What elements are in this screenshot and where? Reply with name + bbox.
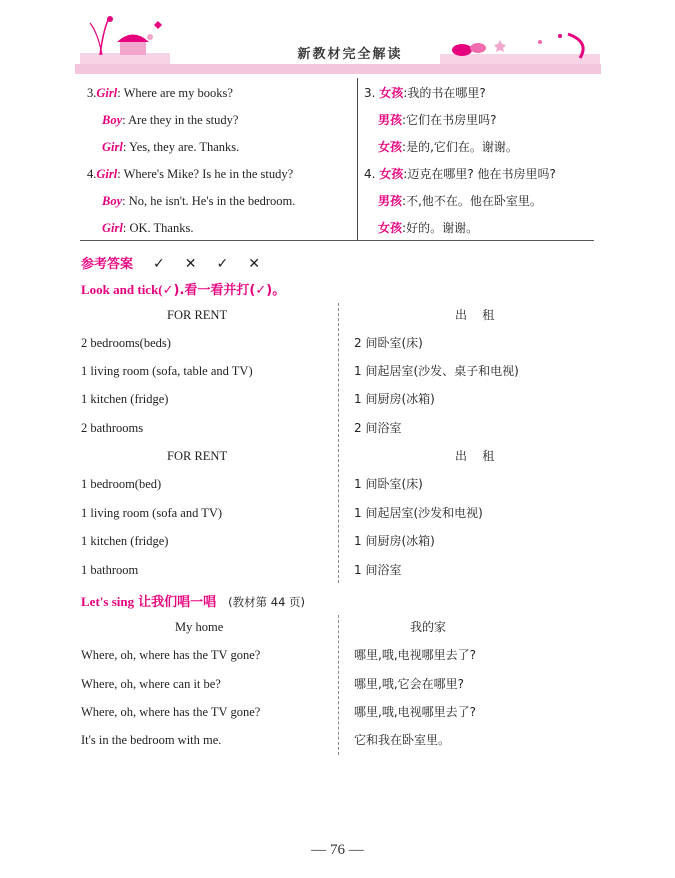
song-row-cn: 哪里,哦,电视哪里去了? — [354, 648, 476, 662]
house-tree-decoration-icon — [80, 15, 170, 67]
rent-row-cn: 1 间卧室(床) — [354, 477, 423, 491]
rent-title-cn: 出 租 — [455, 308, 495, 322]
rent-row-cn: 1 间起居室(沙发和电视) — [354, 506, 483, 520]
dialogue-line: 女孩:是的,它们在。谢谢。 — [378, 140, 518, 154]
rent-row-en: 1 bedroom(bed) — [81, 477, 162, 491]
header-band — [75, 64, 601, 74]
song-divider — [338, 615, 339, 755]
answer-mark: ✓ — [216, 256, 229, 272]
answer-mark: ✕ — [248, 256, 260, 272]
rent-row-cn: 1 间浴室 — [354, 563, 402, 577]
rent-title-en: FOR RENT — [167, 449, 228, 463]
dialogue-line: Boy: Are they in the study? — [102, 113, 239, 127]
song-title-en: My home — [175, 620, 224, 634]
flower-decoration-icon — [440, 28, 600, 68]
dialogue-line: 男孩:它们在书房里吗? — [378, 113, 497, 127]
song-title-cn: 我的家 — [410, 620, 447, 634]
look-tick-title: Look and tick(✓).看一看并打(✓)。 — [81, 282, 286, 298]
dialogue-cn — [364, 86, 556, 248]
rent-row-en: 1 living room (sofa and TV) — [81, 506, 223, 520]
dialogue-line: 女孩:好的。谢谢。 — [378, 221, 479, 235]
rent-row-cn: 2 间浴室 — [354, 421, 402, 435]
dialogue-line: Girl: Yes, they are. Thanks. — [102, 140, 240, 154]
song-row-cn: 它和我在卧室里。 — [354, 733, 451, 747]
rent-divider — [338, 303, 339, 583]
rent-row-cn: 1 间厨房(冰箱) — [354, 534, 435, 548]
answer-row — [81, 253, 260, 273]
song-row-en: Where, oh, where has the TV gone? — [81, 705, 261, 719]
dialogue-line: Girl: OK. Thanks. — [102, 221, 194, 235]
dialogue-en — [87, 86, 295, 248]
dialogue-line: 4.Girl: Where's Mike? Is he in the study? — [87, 167, 294, 181]
rent-row-cn: 1 间起居室(沙发、桌子和电视) — [354, 364, 519, 378]
song-row-cn: 哪里,哦,它会在哪里? — [354, 677, 464, 691]
rent-row-en: 2 bedrooms(beds) — [81, 336, 171, 350]
rent-row-en: 1 bathroom — [81, 563, 139, 577]
rent-row-en: 1 living room (sofa, table and TV) — [81, 364, 253, 378]
answer-mark: ✕ — [184, 256, 197, 272]
song-row-en: It's in the bedroom with me. — [81, 733, 222, 747]
rent-title-en: FOR RENT — [167, 308, 228, 322]
song-row-en: Where, oh, where can it be? — [81, 677, 221, 691]
answer-mark: ✓ — [153, 256, 165, 272]
dialogue-line: 3.Girl: Where are my books? — [87, 86, 233, 100]
rent-row-en: 2 bathrooms — [81, 421, 144, 435]
sing-title: Let's sing 让我们唱一唱 (教材第 44 页) — [81, 594, 306, 610]
song-row-en: Where, oh, where has the TV gone? — [81, 648, 261, 662]
rent-row-en: 1 kitchen (fridge) — [81, 392, 169, 406]
dialogue-line: 3. 女孩:我的书在哪里? — [364, 86, 486, 100]
dialogue-line: 4. 女孩:迈克在哪里? 他在书房里吗? — [364, 167, 556, 181]
header-title: 新教材完全解读 — [297, 47, 403, 62]
answer-label: 参考答案 — [81, 257, 134, 272]
page-number: — 76 — — [311, 842, 364, 858]
dialogue-line: 男孩:不,他不在。他在卧室里。 — [378, 194, 542, 208]
rent-row-cn: 1 间厨房(冰箱) — [354, 392, 435, 406]
rent-row-cn: 2 间卧室(床) — [354, 336, 423, 350]
song-row-cn: 哪里,哦,电视哪里去了? — [354, 705, 476, 719]
rent-title-cn: 出 租 — [455, 449, 495, 463]
rent-row-en: 1 kitchen (fridge) — [81, 534, 169, 548]
dialogue-line: Boy: No, he isn't. He's in the bedroom. — [102, 194, 296, 208]
dialogue-divider — [357, 78, 358, 240]
